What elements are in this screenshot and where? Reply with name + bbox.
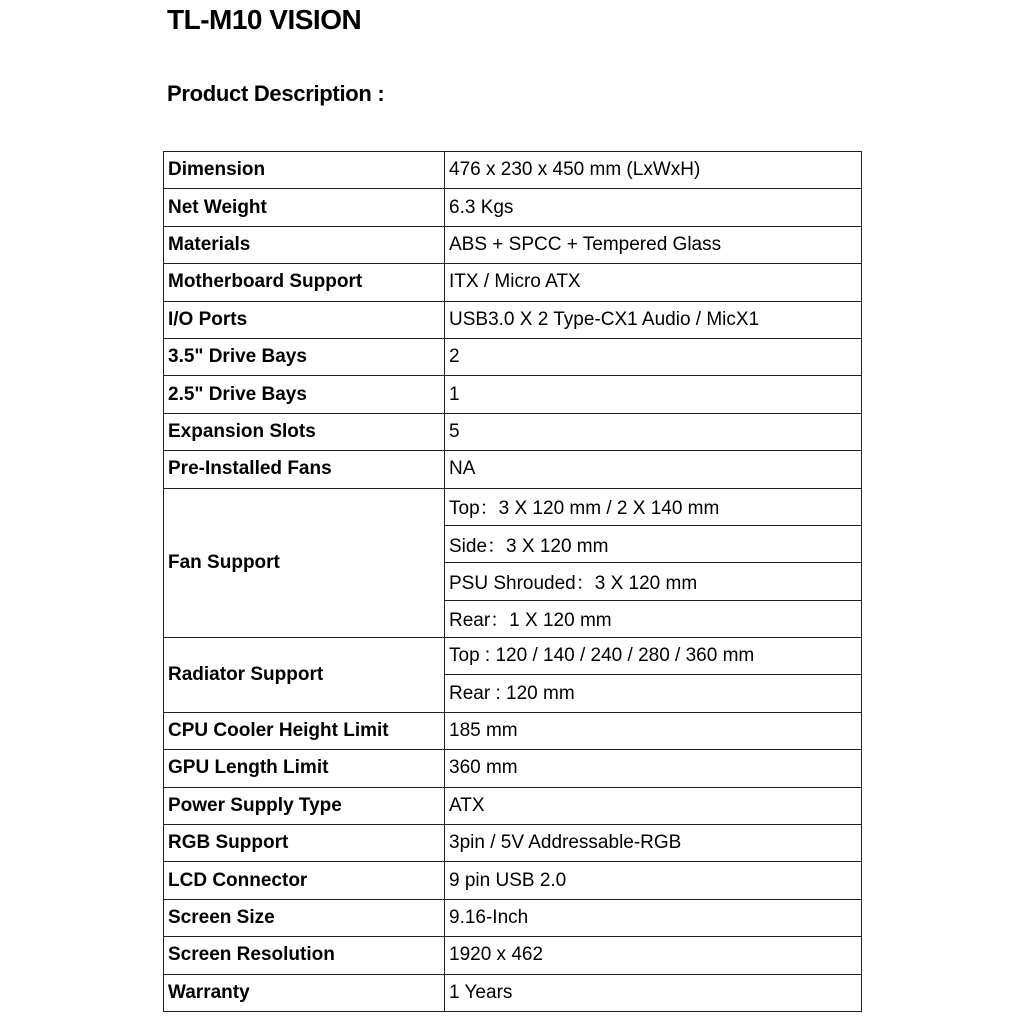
spec-value: ITX / Micro ATX (445, 264, 862, 301)
spec-row (164, 862, 862, 899)
spec-label: I/O Ports (164, 301, 445, 338)
spec-label: GPU Length Limit (164, 750, 445, 787)
spec-label: Warranty (164, 974, 445, 1011)
spec-value: 9.16-Inch (445, 899, 862, 936)
spec-label: Materials (164, 226, 445, 263)
spec-row (164, 712, 862, 749)
spec-label: Screen Size (164, 899, 445, 936)
spec-value: Rear：1 X 120 mm (445, 600, 862, 637)
spec-value: 2 (445, 338, 862, 375)
spec-row (164, 937, 862, 974)
spec-table (163, 151, 862, 1012)
spec-label: 2.5" Drive Bays (164, 376, 445, 413)
spec-label: LCD Connector (164, 862, 445, 899)
spec-row (164, 974, 862, 1011)
spec-label: Dimension (164, 152, 445, 189)
spec-row (164, 189, 862, 226)
spec-label: RGB Support (164, 825, 445, 862)
spec-row (164, 750, 862, 787)
spec-row (164, 413, 862, 450)
spec-value: 5 (445, 413, 862, 450)
spec-row (164, 787, 862, 824)
spec-value: 9 pin USB 2.0 (445, 862, 862, 899)
spec-value: 185 mm (445, 712, 862, 749)
spec-label: 3.5" Drive Bays (164, 338, 445, 375)
spec-value: NA (445, 451, 862, 488)
spec-row (164, 152, 862, 189)
spec-row (164, 376, 862, 413)
spec-row (164, 638, 862, 675)
spec-value: Side：3 X 120 mm (445, 525, 862, 562)
spec-label: Screen Resolution (164, 937, 445, 974)
spec-row (164, 301, 862, 338)
spec-value: 6.3 Kgs (445, 189, 862, 226)
spec-label: Fan Support (164, 488, 445, 638)
spec-row (164, 338, 862, 375)
spec-value: PSU Shrouded：3 X 120 mm (445, 563, 862, 600)
spec-value: 476 x 230 x 450 mm (LxWxH) (445, 152, 862, 189)
spec-row (164, 488, 862, 525)
spec-row (164, 825, 862, 862)
spec-value: Top：3 X 120 mm / 2 X 140 mm (445, 488, 862, 525)
spec-value: 1 (445, 376, 862, 413)
section-heading: Product Description : (167, 81, 385, 106)
spec-row (164, 264, 862, 301)
spec-label: Motherboard Support (164, 264, 445, 301)
spec-row (164, 226, 862, 263)
spec-row (164, 899, 862, 936)
spec-label: Pre-Installed Fans (164, 451, 445, 488)
spec-value: Rear : 120 mm (445, 675, 862, 712)
spec-label: Net Weight (164, 189, 445, 226)
spec-value: Top : 120 / 140 / 240 / 280 / 360 mm (445, 638, 862, 675)
spec-label: Expansion Slots (164, 413, 445, 450)
spec-label: Power Supply Type (164, 787, 445, 824)
spec-value: USB3.0 X 2 Type-CX1 Audio / MicX1 (445, 301, 862, 338)
spec-value: 1920 x 462 (445, 937, 862, 974)
spec-value: ABS + SPCC + Tempered Glass (445, 226, 862, 263)
spec-row (164, 451, 862, 488)
spec-label: CPU Cooler Height Limit (164, 712, 445, 749)
spec-value: 3pin / 5V Addressable-RGB (445, 825, 862, 862)
spec-label: Radiator Support (164, 638, 445, 713)
page-title: TL-M10 VISION (167, 4, 362, 35)
spec-value: 360 mm (445, 750, 862, 787)
spec-value: ATX (445, 787, 862, 824)
spec-value: 1 Years (445, 974, 862, 1011)
